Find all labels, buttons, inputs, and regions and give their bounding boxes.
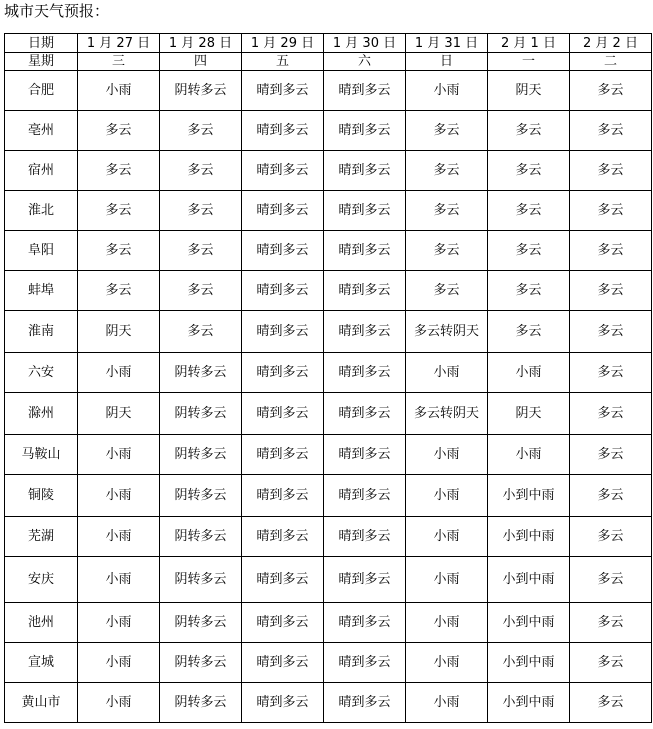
- forecast-cell: 多云: [488, 191, 570, 231]
- forecast-cell: 多云: [406, 271, 488, 311]
- weather-forecast-table: [4, 33, 652, 723]
- weekday-header-label: 星期: [5, 53, 78, 71]
- forecast-cell: 多云: [570, 643, 652, 683]
- forecast-cell: 阴转多云: [160, 683, 242, 723]
- table-row: [5, 683, 652, 723]
- weekday-cell: 日: [406, 53, 488, 71]
- forecast-cell: 阴天: [78, 311, 160, 353]
- forecast-cell: 小到中雨: [488, 643, 570, 683]
- forecast-cell: 小到中雨: [488, 603, 570, 643]
- date-cell: 2 月 1 日: [488, 34, 570, 53]
- page-title: 城市天气预报：: [4, 2, 110, 20]
- city-name-cell: 宿州: [5, 151, 78, 191]
- forecast-cell: 阴天: [488, 71, 570, 111]
- forecast-cell: 小雨: [406, 683, 488, 723]
- forecast-cell: 晴到多云: [324, 111, 406, 151]
- weekday-cell: 三: [78, 53, 160, 71]
- city-name-cell: 宣城: [5, 643, 78, 683]
- forecast-cell: 多云: [570, 435, 652, 475]
- table-row: [5, 271, 652, 311]
- forecast-cell: 小雨: [78, 435, 160, 475]
- forecast-cell: 晴到多云: [242, 475, 324, 517]
- forecast-cell: 多云: [78, 151, 160, 191]
- forecast-cell: 晴到多云: [324, 271, 406, 311]
- forecast-cell: 小雨: [406, 557, 488, 603]
- forecast-cell: 多云: [570, 151, 652, 191]
- city-name-cell: 亳州: [5, 111, 78, 151]
- forecast-cell: 多云: [78, 231, 160, 271]
- forecast-cell: 多云: [570, 557, 652, 603]
- date-cell: 2 月 2 日: [570, 34, 652, 53]
- forecast-cell: 晴到多云: [242, 557, 324, 603]
- forecast-cell: 多云: [488, 151, 570, 191]
- forecast-cell: 小到中雨: [488, 557, 570, 603]
- forecast-cell: 晴到多云: [242, 517, 324, 557]
- forecast-cell: 晴到多云: [242, 311, 324, 353]
- weekday-cell: 五: [242, 53, 324, 71]
- forecast-cell: 多云: [406, 231, 488, 271]
- forecast-cell: 晴到多云: [324, 643, 406, 683]
- table-body: [5, 34, 652, 723]
- forecast-cell: 阴天: [488, 393, 570, 435]
- forecast-cell: 小雨: [78, 353, 160, 393]
- forecast-cell: 多云: [570, 475, 652, 517]
- table-row: [5, 191, 652, 231]
- forecast-cell: 多云: [570, 353, 652, 393]
- weekday-cell: 二: [570, 53, 652, 71]
- forecast-cell: 晴到多云: [324, 71, 406, 111]
- forecast-cell: 晴到多云: [324, 517, 406, 557]
- forecast-cell: 晴到多云: [324, 557, 406, 603]
- forecast-cell: 阴转多云: [160, 393, 242, 435]
- forecast-cell: 晴到多云: [324, 151, 406, 191]
- city-name-cell: 池州: [5, 603, 78, 643]
- forecast-cell: 阴转多云: [160, 353, 242, 393]
- city-name-cell: 铜陵: [5, 475, 78, 517]
- date-header-row: [5, 34, 652, 53]
- table-row: [5, 517, 652, 557]
- forecast-cell: 小雨: [78, 475, 160, 517]
- forecast-cell: 多云: [488, 311, 570, 353]
- forecast-cell: 晴到多云: [242, 393, 324, 435]
- forecast-cell: 小雨: [78, 557, 160, 603]
- forecast-cell: 多云转阴天: [406, 393, 488, 435]
- forecast-cell: 小雨: [78, 683, 160, 723]
- forecast-cell: 小雨: [406, 435, 488, 475]
- forecast-cell: 晴到多云: [324, 683, 406, 723]
- forecast-cell: 晴到多云: [324, 353, 406, 393]
- forecast-cell: 晴到多云: [242, 151, 324, 191]
- forecast-cell: 阴转多云: [160, 603, 242, 643]
- table-row: [5, 603, 652, 643]
- forecast-cell: 小雨: [406, 517, 488, 557]
- forecast-cell: 晴到多云: [324, 231, 406, 271]
- forecast-cell: 晴到多云: [242, 353, 324, 393]
- forecast-cell: 多云: [570, 71, 652, 111]
- city-name-cell: 阜阳: [5, 231, 78, 271]
- forecast-cell: 多云: [570, 231, 652, 271]
- forecast-cell: 小雨: [78, 603, 160, 643]
- forecast-cell: 晴到多云: [242, 231, 324, 271]
- forecast-cell: 多云: [570, 191, 652, 231]
- city-name-cell: 滁州: [5, 393, 78, 435]
- city-name-cell: 黄山市: [5, 683, 78, 723]
- forecast-cell: 小到中雨: [488, 517, 570, 557]
- forecast-cell: 多云: [570, 271, 652, 311]
- forecast-cell: 阴转多云: [160, 557, 242, 603]
- forecast-cell: 小雨: [78, 643, 160, 683]
- forecast-cell: 晴到多云: [242, 643, 324, 683]
- forecast-cell: 多云: [78, 111, 160, 151]
- forecast-cell: 晴到多云: [324, 191, 406, 231]
- forecast-cell: 多云: [570, 517, 652, 557]
- table-row: [5, 151, 652, 191]
- forecast-cell: 晴到多云: [324, 603, 406, 643]
- forecast-cell: 多云: [160, 111, 242, 151]
- table-row: [5, 393, 652, 435]
- forecast-cell: 多云: [78, 191, 160, 231]
- forecast-cell: 阴转多云: [160, 643, 242, 683]
- forecast-cell: 小雨: [406, 71, 488, 111]
- forecast-cell: 多云: [78, 271, 160, 311]
- forecast-cell: 多云转阴天: [406, 311, 488, 353]
- forecast-cell: 多云: [570, 683, 652, 723]
- forecast-cell: 晴到多云: [324, 435, 406, 475]
- table-row: [5, 353, 652, 393]
- city-name-cell: 蚌埠: [5, 271, 78, 311]
- forecast-cell: 阴转多云: [160, 517, 242, 557]
- table-row: [5, 111, 652, 151]
- city-name-cell: 淮南: [5, 311, 78, 353]
- table-row: [5, 311, 652, 353]
- forecast-cell: 晴到多云: [242, 71, 324, 111]
- forecast-cell: 多云: [160, 311, 242, 353]
- forecast-cell: 阴转多云: [160, 475, 242, 517]
- forecast-cell: 小雨: [78, 517, 160, 557]
- city-name-cell: 马鞍山: [5, 435, 78, 475]
- date-cell: 1 月 28 日: [160, 34, 242, 53]
- table-row: [5, 71, 652, 111]
- forecast-cell: 多云: [160, 271, 242, 311]
- forecast-cell: 多云: [488, 231, 570, 271]
- forecast-cell: 多云: [406, 191, 488, 231]
- weekday-cell: 六: [324, 53, 406, 71]
- forecast-cell: 小雨: [488, 353, 570, 393]
- city-name-cell: 安庆: [5, 557, 78, 603]
- forecast-cell: 小雨: [406, 353, 488, 393]
- forecast-cell: 晴到多云: [324, 393, 406, 435]
- forecast-cell: 小雨: [406, 643, 488, 683]
- date-header-label: 日期: [5, 34, 78, 53]
- forecast-cell: 晴到多云: [324, 311, 406, 353]
- forecast-cell: 阴天: [78, 393, 160, 435]
- table-row: [5, 557, 652, 603]
- forecast-cell: 多云: [406, 151, 488, 191]
- forecast-cell: 晴到多云: [242, 271, 324, 311]
- forecast-cell: 多云: [570, 603, 652, 643]
- forecast-cell: 阴转多云: [160, 71, 242, 111]
- forecast-cell: 多云: [160, 191, 242, 231]
- date-cell: 1 月 27 日: [78, 34, 160, 53]
- forecast-cell: 小到中雨: [488, 683, 570, 723]
- forecast-cell: 晴到多云: [242, 191, 324, 231]
- forecast-cell: 多云: [570, 311, 652, 353]
- forecast-cell: 小到中雨: [488, 475, 570, 517]
- forecast-cell: 晴到多云: [242, 435, 324, 475]
- forecast-cell: 晴到多云: [324, 475, 406, 517]
- city-name-cell: 芜湖: [5, 517, 78, 557]
- forecast-cell: 多云: [160, 151, 242, 191]
- city-name-cell: 六安: [5, 353, 78, 393]
- forecast-cell: 小雨: [406, 475, 488, 517]
- forecast-cell: 小雨: [488, 435, 570, 475]
- city-name-cell: 合肥: [5, 71, 78, 111]
- forecast-cell: 多云: [488, 111, 570, 151]
- table-row: [5, 643, 652, 683]
- date-cell: 1 月 31 日: [406, 34, 488, 53]
- forecast-cell: 晴到多云: [242, 683, 324, 723]
- weekday-cell: 四: [160, 53, 242, 71]
- weekday-header-row: [5, 53, 652, 71]
- forecast-cell: 多云: [488, 271, 570, 311]
- table-row: [5, 475, 652, 517]
- forecast-cell: 多云: [570, 393, 652, 435]
- weekday-cell: 一: [488, 53, 570, 71]
- forecast-cell: 多云: [406, 111, 488, 151]
- table-row: [5, 231, 652, 271]
- forecast-cell: 小雨: [406, 603, 488, 643]
- forecast-cell: 多云: [570, 111, 652, 151]
- forecast-cell: 多云: [160, 231, 242, 271]
- forecast-cell: 阴转多云: [160, 435, 242, 475]
- forecast-cell: 晴到多云: [242, 603, 324, 643]
- forecast-cell: 晴到多云: [242, 111, 324, 151]
- date-cell: 1 月 29 日: [242, 34, 324, 53]
- city-name-cell: 淮北: [5, 191, 78, 231]
- forecast-cell: 小雨: [78, 71, 160, 111]
- table-row: [5, 435, 652, 475]
- date-cell: 1 月 30 日: [324, 34, 406, 53]
